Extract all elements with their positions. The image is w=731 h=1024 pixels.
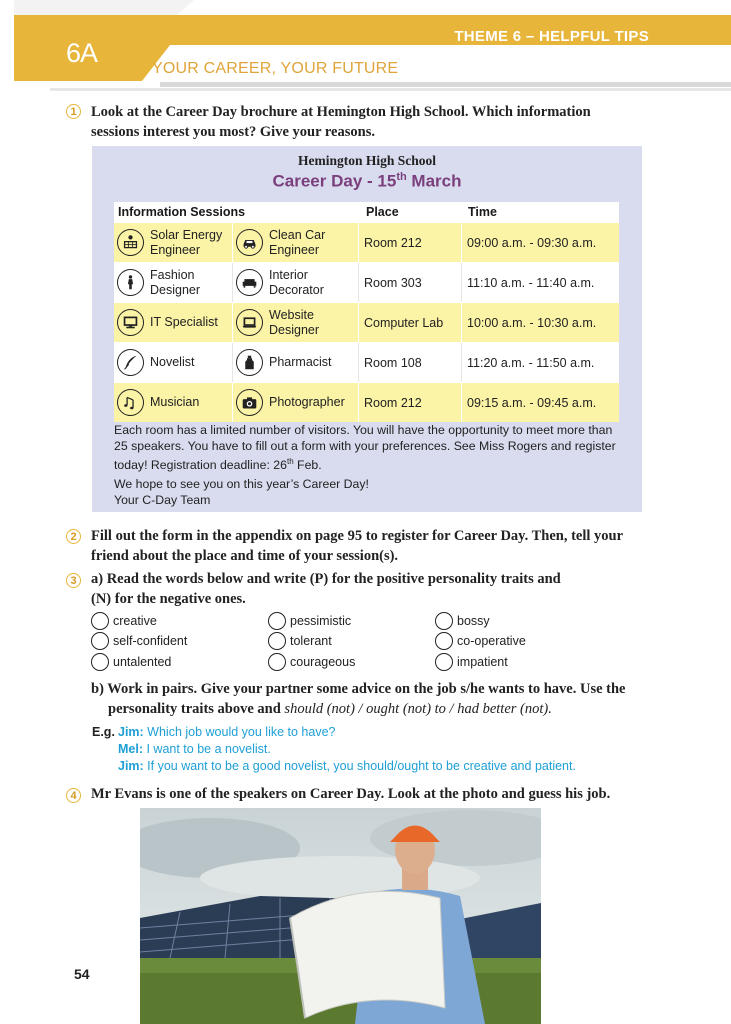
exercise-1-number: 1 bbox=[66, 104, 81, 119]
brochure-signoff bbox=[114, 476, 369, 508]
trait-label: co-operative bbox=[457, 634, 526, 648]
fashion-figure-icon bbox=[117, 269, 144, 296]
camera-icon bbox=[236, 389, 263, 416]
job-title: Solar Energy Engineer bbox=[150, 227, 223, 257]
header-time: Time bbox=[468, 205, 497, 219]
dialogue-line-2 bbox=[118, 741, 271, 758]
time-cell: 09:00 a.m. - 09:30 a.m. bbox=[467, 235, 597, 250]
job-title: Clean Car Engineer bbox=[269, 227, 326, 257]
trait-label: untalented bbox=[113, 655, 172, 669]
table-row bbox=[114, 382, 619, 422]
trait-label: pessimistic bbox=[290, 614, 352, 628]
medicine-bottle-icon bbox=[236, 349, 263, 376]
dialogue-text: I want to be a novelist. bbox=[143, 742, 271, 756]
header-top-tab bbox=[14, 0, 194, 16]
engineer-photo bbox=[140, 808, 541, 1024]
exercise-3a-line-2: (N) for the negative ones. bbox=[91, 591, 246, 607]
job-title: Interior Decorator bbox=[269, 267, 324, 297]
answer-circle[interactable] bbox=[435, 653, 453, 671]
trait-label: tolerant bbox=[290, 634, 332, 648]
exercise-3a-instruction bbox=[91, 569, 561, 609]
signoff-line-1: We hope to see you on this year’s Career Day! bbox=[114, 477, 369, 491]
header-gray-rule-2 bbox=[50, 88, 731, 91]
eg-label: E.g. bbox=[92, 725, 115, 739]
job-title: Fashion Designer bbox=[150, 267, 201, 297]
job-title: Musician bbox=[150, 395, 200, 409]
table-row bbox=[114, 342, 619, 382]
place-cell: Room 212 bbox=[359, 383, 462, 422]
trait-creative[interactable] bbox=[91, 612, 157, 630]
trait-impatient[interactable] bbox=[435, 653, 508, 671]
trait-pessimistic[interactable] bbox=[268, 612, 351, 630]
job-title: Novelist bbox=[150, 355, 195, 369]
example-label bbox=[92, 724, 115, 741]
header-place: Place bbox=[366, 205, 399, 219]
answer-circle[interactable] bbox=[91, 612, 109, 630]
solar-panel-icon bbox=[117, 229, 144, 256]
dialogue-line-3 bbox=[118, 758, 576, 775]
speaker: Mel: bbox=[118, 742, 143, 756]
title-main: Career Day - 15 bbox=[272, 171, 397, 191]
trait-co-operative[interactable] bbox=[435, 632, 526, 650]
exercise-3b-line-1: b) Work in pairs. Give your partner some advice on the job s/he wants to have. Use the bbox=[91, 681, 626, 697]
exercise-2-line-1: Fill out the form in the appendix on page 95 to register for Career Day. Then, tell your bbox=[91, 528, 624, 544]
exercise-4-number: 4 bbox=[66, 788, 81, 803]
speaker: Jim: bbox=[118, 759, 144, 773]
note-text: Each room has a limited number of visitors. You will have the opportunity to meet more than 25 speakers. You have to fill out a form with your preferences. See Miss Rogers and register today! Registration deadline: 26 bbox=[114, 423, 616, 473]
brochure-note bbox=[114, 422, 624, 473]
exercise-2-number: 2 bbox=[66, 529, 81, 544]
note-sup: th bbox=[286, 457, 294, 466]
time-cell: 09:15 a.m. - 09:45 a.m. bbox=[467, 395, 597, 410]
exercise-2-instruction bbox=[91, 526, 623, 566]
table-row bbox=[114, 262, 619, 302]
school-name: Hemington High School bbox=[297, 153, 437, 168]
exercise-2-line-2: friend about the place and time of your session(s). bbox=[91, 548, 399, 564]
computer-icon bbox=[117, 309, 144, 336]
trait-untalented[interactable] bbox=[91, 653, 171, 671]
exercise-3b-line-2: personality traits above and bbox=[108, 701, 285, 717]
time-cell: 11:20 a.m. - 11:50 a.m. bbox=[467, 355, 595, 370]
title-sup: th bbox=[396, 171, 407, 183]
dialogue-text: If you want to be a good novelist, you should/ought to be creative and patient. bbox=[143, 759, 576, 773]
quill-icon bbox=[117, 349, 144, 376]
answer-circle[interactable] bbox=[268, 632, 286, 650]
answer-circle[interactable] bbox=[268, 653, 286, 671]
exercise-3a-line-1: a) Read the words below and write (P) for the positive personality traits and bbox=[91, 571, 561, 587]
header-sessions: Information Sessions bbox=[118, 205, 246, 219]
trait-label: creative bbox=[113, 614, 157, 628]
laptop-icon bbox=[236, 309, 263, 336]
trait-label: courageous bbox=[290, 655, 356, 669]
time-cell: 11:10 a.m. - 11:40 a.m. bbox=[467, 275, 595, 290]
trait-label: impatient bbox=[457, 655, 508, 669]
exercise-1-line-2: sessions interest you most? Give your reasons. bbox=[91, 124, 375, 140]
exercise-3-number: 3 bbox=[66, 573, 81, 588]
page-number: 54 bbox=[74, 966, 90, 982]
job-title: IT Specialist bbox=[150, 315, 218, 329]
job-title: Pharmacist bbox=[269, 355, 332, 369]
title-end: March bbox=[406, 171, 462, 191]
trait-tolerant[interactable] bbox=[268, 632, 332, 650]
car-icon bbox=[236, 229, 263, 256]
place-cell: Computer Lab bbox=[359, 303, 462, 342]
answer-circle[interactable] bbox=[435, 632, 453, 650]
exercise-4-instruction: Mr Evans is one of the speakers on Career Day. Look at the photo and guess his job. bbox=[91, 786, 611, 802]
trait-bossy[interactable] bbox=[435, 612, 490, 630]
trait-self-confident[interactable] bbox=[91, 632, 187, 650]
signoff-line-2: Your C-Day Team bbox=[114, 493, 211, 507]
dialogue-text: Which job would you like to have? bbox=[143, 725, 336, 739]
place-cell: Room 108 bbox=[359, 343, 462, 382]
sofa-icon bbox=[236, 269, 263, 296]
answer-circle[interactable] bbox=[268, 612, 286, 630]
job-title: Photographer bbox=[269, 395, 345, 409]
brochure-title bbox=[92, 171, 642, 192]
header-gray-rule bbox=[160, 82, 731, 87]
note-end: Feb. bbox=[293, 458, 322, 473]
answer-circle[interactable] bbox=[91, 632, 109, 650]
exercise-3b-modals: should (not) / ought (not) to / had better (not). bbox=[284, 701, 552, 717]
career-day-brochure bbox=[92, 146, 642, 512]
table-row bbox=[114, 222, 619, 262]
time-cell: 10:00 a.m. - 10:30 a.m. bbox=[467, 315, 597, 330]
exercise-1-instruction bbox=[91, 102, 591, 142]
music-note-icon bbox=[117, 389, 144, 416]
trait-label: bossy bbox=[457, 614, 490, 628]
exercise-1-line-1: Look at the Career Day brochure at Hemington High School. Which information bbox=[91, 104, 591, 120]
lesson-title: YOUR CAREER, YOUR FUTURE bbox=[152, 60, 399, 77]
answer-circle[interactable] bbox=[435, 612, 453, 630]
trait-courageous[interactable] bbox=[268, 653, 355, 671]
place-cell: Room 303 bbox=[359, 263, 462, 302]
answer-circle[interactable] bbox=[91, 653, 109, 671]
unit-label: 6A bbox=[66, 38, 98, 68]
place-cell: Room 212 bbox=[359, 223, 462, 262]
trait-label: self-confident bbox=[113, 634, 188, 648]
theme-title: THEME 6 – HELPFUL TIPS bbox=[454, 28, 649, 45]
exercise-3b-instruction bbox=[91, 679, 626, 719]
table-row bbox=[114, 302, 619, 342]
speaker: Jim: bbox=[118, 725, 144, 739]
job-title: Website Designer bbox=[269, 307, 320, 337]
dialogue-line-1 bbox=[118, 724, 335, 741]
sessions-table bbox=[114, 202, 619, 422]
table-header bbox=[114, 202, 619, 222]
